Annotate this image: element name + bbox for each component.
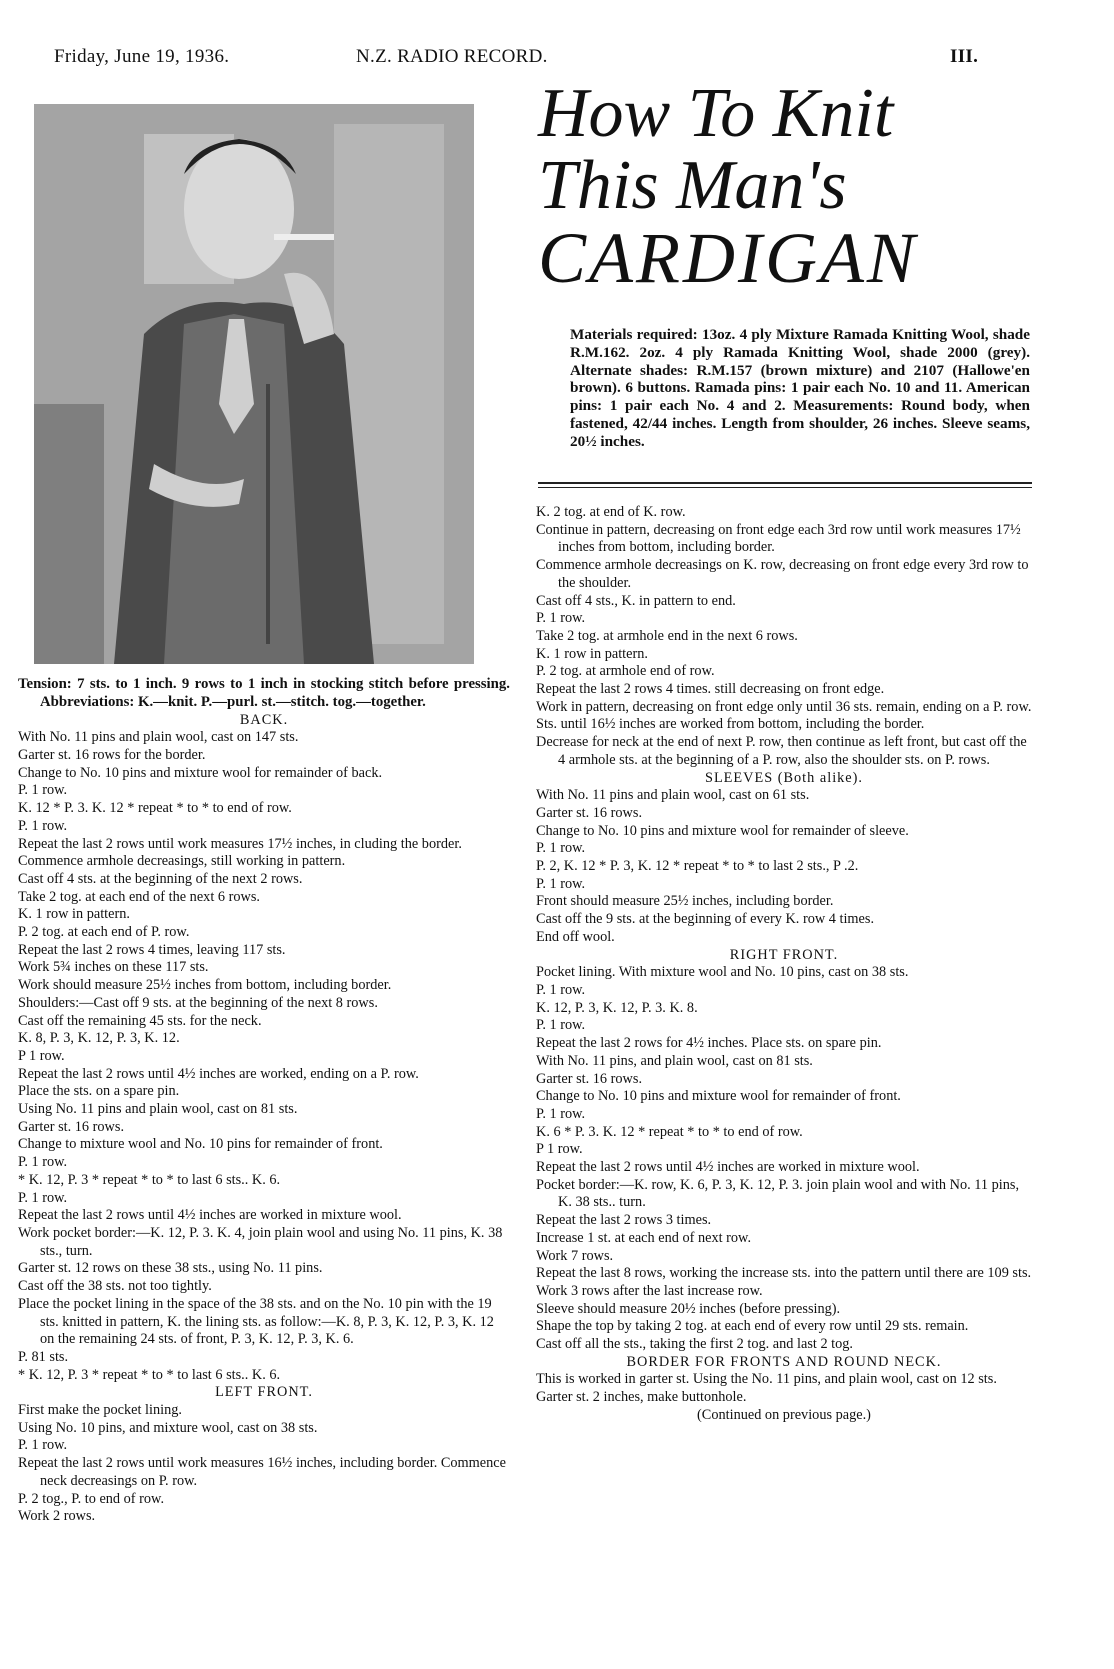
instruction-line: Repeat the last 2 rows until work measures 17½ inches, in cluding the border. [18,835,462,852]
continuation-note: (Continued on previous page.) [697,1406,871,1423]
instruction-line: Change to No. 10 pins and mixture wool for remainder of back. [18,764,383,781]
instruction-line: Commence armhole decreasings, still working in pattern. [18,853,346,870]
instruction-line: Work 3 rows after the last increase row. [536,1282,763,1299]
instruction-line: P. 81 sts. [18,1348,69,1365]
article-title [538,75,1078,298]
instruction-line: Repeat the last 8 rows, working the increase sts. into the pattern until there are 109 sts. [536,1265,1032,1282]
instruction-line: Shape the top by taking 2 tog. at each end of every row until 29 sts. remain. [536,1318,969,1335]
instruction-line: Garter st. 16 rows. [536,1070,643,1087]
publication-name: N.Z. RADIO RECORD. [356,46,548,67]
instruction-line: P. 2 tog., P. to end of row. [18,1490,165,1507]
instruction-line: Garter st. 16 rows for the border. [18,747,206,763]
instruction-line: Change to No. 10 pins and mixture wool for remainder of front. [536,1088,901,1105]
instruction-line: P. 2, K. 12 * P. 3, K. 12 * repeat * to * to last 2 sts., P .2. [536,858,859,875]
instruction-line: Change to mixture wool and No. 10 pins for remainder of front. [18,1136,383,1153]
instruction-line: Change to No. 10 pins and mixture wool for remainder of sleeve. [536,822,909,839]
title-line-3: CARDIGAN [538,218,918,298]
instruction-line: Take 2 tog. at armhole end in the next 6 rows. [536,627,798,644]
instruction-line: Repeat the last 2 rows until 4½ inches are worked in mixture wool. [536,1159,920,1176]
instruction-line: Cast off the remaining 45 sts. for the neck. [18,1012,262,1029]
instruction-line: P 1 row. [536,1141,583,1158]
instruction-line: Using No. 11 pins and plain wool, cast on 81 sts. [18,1101,298,1118]
instruction-line: Repeat the last 2 rows until work measures 16½ inches, including border. Commence neck decreasings on P. row. [18,1455,506,1489]
tension-paragraph: Tension: 7 sts. to 1 inch. 9 rows to 1 inch in stocking stitch before pressing. Abbreviations: K.—knit. P.—purl. st.—stitch. tog.—together. [18,676,510,710]
instruction-line: Sts. until 16½ inches are worked from bottom, including the border. [536,716,925,733]
instruction-line: Shoulders:—Cast off 9 sts. at the beginning of the next 8 rows. [18,994,378,1011]
instruction-line: * K. 12, P. 3 * repeat * to * to last 6 sts.. K. 6. [18,1366,281,1383]
instruction-line: P. 1 row. [536,1017,586,1034]
section-heading: SLEEVES (Both alike). [705,769,863,786]
title-line-1: How To Knit [538,75,894,152]
instruction-line: * K. 12, P. 3 * repeat * to * to last 6 sts.. K. 6. [18,1171,281,1188]
section-heading: BORDER FOR FRONTS AND ROUND NECK. [626,1353,942,1370]
instruction-line: P 1 row. [18,1047,65,1064]
instruction-line: Place the pocket lining in the space of the 38 sts. and on the No. 10 pin with the 19 sts. knitted in pattern, K. the lining sts. as follow:—K. 8, P. 3, K. 12, P. 3, K. 12 on the remaining 24 sts. of front, P. 3, K. 12, P. 3, K. 6. [18,1295,494,1348]
instruction-line: P. 1 row. [536,1105,586,1122]
instruction-line: Repeat the last 2 rows until 4½ inches are worked, ending on a P. row. [18,1065,419,1082]
instruction-line: With No. 11 pins, and plain wool, cast on 81 sts. [536,1052,813,1069]
instruction-line: P. 1 row. [18,1437,68,1454]
instruction-line: K. 6 * P. 3. K. 12 * repeat * to * to end of row. [536,1123,803,1140]
instruction-line: Cast off 4 sts., K. in pattern to end. [536,592,736,609]
instruction-line: Cast off 4 sts. at the beginning of the next 2 rows. [18,870,303,887]
section-heading: LEFT FRONT. [215,1384,313,1401]
instruction-line: Decrease for neck at the end of next P. row, then continue as left front, but cast off the 4 armhole sts. at the beginning of a P. row, also the shoulder sts. on P. rows. [536,734,1027,768]
left-column [18,676,510,1526]
instruction-line: P. 2 tog. at each end of P. row. [18,924,190,941]
instruction-line: This is worked in garter st. Using the No. 11 pins, and plain wool, cast on 12 sts. [536,1371,997,1388]
instruction-line: Pocket border:—K. row, K. 6, P. 3, K. 12, P. 3. join plain wool and with No. 11 pins, K. 38 sts.. turn. [536,1176,1020,1211]
instruction-line: Work in pattern, decreasing on front edge only until 36 sts. remain, ending on a P. row. [536,698,1032,715]
instruction-line: Sleeve should measure 20½ inches (before pressing). [536,1300,841,1317]
instruction-line: Garter st. 16 rows. [18,1118,125,1135]
instruction-line: Work 5¾ inches on these 117 sts. [18,959,209,976]
instruction-line: P. 1 row. [18,782,68,799]
instruction-line: K. 1 row in pattern. [536,645,648,662]
title-line-2: This Man's [538,147,847,224]
instruction-line: Front should measure 25½ inches, including border. [536,893,834,910]
left-column-body [18,712,510,1526]
instruction-line: With No. 11 pins and plain wool, cast on 147 sts. [18,729,299,746]
instruction-line: End off wool. [536,928,615,945]
instruction-line: Continue in pattern, decreasing on front edge each 3rd row until work measures 17½ inches from bottom, including border. [536,521,1021,556]
instruction-line: Place the sts. on a spare pin. [18,1083,180,1100]
instruction-line: Work 7 rows. [536,1247,614,1264]
instruction-line: P. 1 row. [18,1189,68,1206]
instruction-line: Garter st. 2 inches, make buttonhole. [536,1389,747,1406]
instruction-line: Cast off the 9 sts. at the beginning of every K. row 4 times. [536,911,875,928]
divider [538,482,1032,484]
instruction-line: Work 2 rows. [18,1508,96,1525]
cardigan-photo [34,104,474,664]
instruction-line: K. 12 * P. 3. K. 12 * repeat * to * to end of row. [18,800,292,817]
instruction-line: P. 2 tog. at armhole end of row. [536,663,715,680]
instruction-line: K. 12, P. 3, K. 12, P. 3. K. 8. [536,999,698,1016]
instruction-line: P. 1 row. [536,840,586,857]
instruction-line: K. 8, P. 3, K. 12, P. 3, K. 12. [18,1030,180,1047]
instruction-line: Increase 1 st. at each end of next row. [536,1229,752,1246]
instruction-line: Work should measure 25½ inches from bottom, including border. [18,977,392,994]
instruction-line: Commence armhole decreasings on K. row, decreasing on front edge every 3rd row to the shoulder. [536,557,1029,591]
section-heading: RIGHT FRONT. [729,946,839,963]
instruction-line: Repeat the last 2 rows 4 times, leaving 117 sts. [18,941,286,958]
materials-paragraph: Materials required: 13oz. 4 ply Mixture Ramada Knitting Wool, shade R.M.162. 2oz. 4 ply Ramada Knitting Wool, shade 2000 (grey). Alternate shades: R.M.157 (brown mixture) and 2107 (Hallowe'en brown). 6 buttons. Ramada pins: 1 pair each No. 10 and 11. American pins: 1 pair each No. 4 and 2. Measurements: Round body, when fastened, 42/44 inches. Length from shoulder, 26 inches. Sleeve seams, 20½ inches. [570,326,1030,450]
instruction-line: K. 2 tog. at end of K. row. [536,504,686,520]
issue-date: Friday, June 19, 1936. [54,46,230,67]
instruction-line: Take 2 tog. at each end of the next 6 rows. [18,888,260,905]
instruction-line: Using No. 10 pins, and mixture wool, cast on 38 sts. [18,1419,318,1436]
instruction-line: P. 1 row. [18,817,68,834]
instruction-line: Work pocket border:—K. 12, P. 3. K. 4, join plain wool and using No. 11 pins, K. 38 sts., turn. [18,1224,503,1259]
instruction-line: Pocket lining. With mixture wool and No. 10 pins, cast on 38 sts. [536,964,909,981]
page-number: III. [950,46,979,67]
instruction-line: P. 1 row. [536,610,586,627]
instruction-line: Cast off the 38 sts. not too tightly. [18,1278,212,1295]
instruction-line: First make the pocket lining. [18,1402,182,1419]
instruction-line: P. 1 row. [18,1154,68,1171]
instruction-line: Garter st. 16 rows. [536,804,643,821]
section-heading: BACK. [239,711,289,728]
instruction-line: Cast off all the sts., taking the first 2 tog. and last 2 tog. [536,1336,854,1353]
divider [538,487,1032,488]
instruction-line: Repeat the last 2 rows for 4½ inches. Place sts. on spare pin. [536,1035,882,1052]
instruction-line: K. 1 row in pattern. [18,906,130,923]
instruction-line: Garter st. 12 rows on these 38 sts., using No. 11 pins. [18,1260,323,1277]
instruction-line: Repeat the last 2 rows 4 times. still decreasing on front edge. [536,681,885,698]
instruction-line: With No. 11 pins and plain wool, cast on 61 sts. [536,787,810,804]
instruction-line: P. 1 row. [536,981,586,998]
instruction-line: P. 1 row. [536,875,586,892]
instruction-line: Repeat the last 2 rows 3 times. [536,1212,712,1229]
instruction-line: Repeat the last 2 rows until 4½ inches are worked in mixture wool. [18,1207,402,1224]
right-column [536,504,1032,1425]
